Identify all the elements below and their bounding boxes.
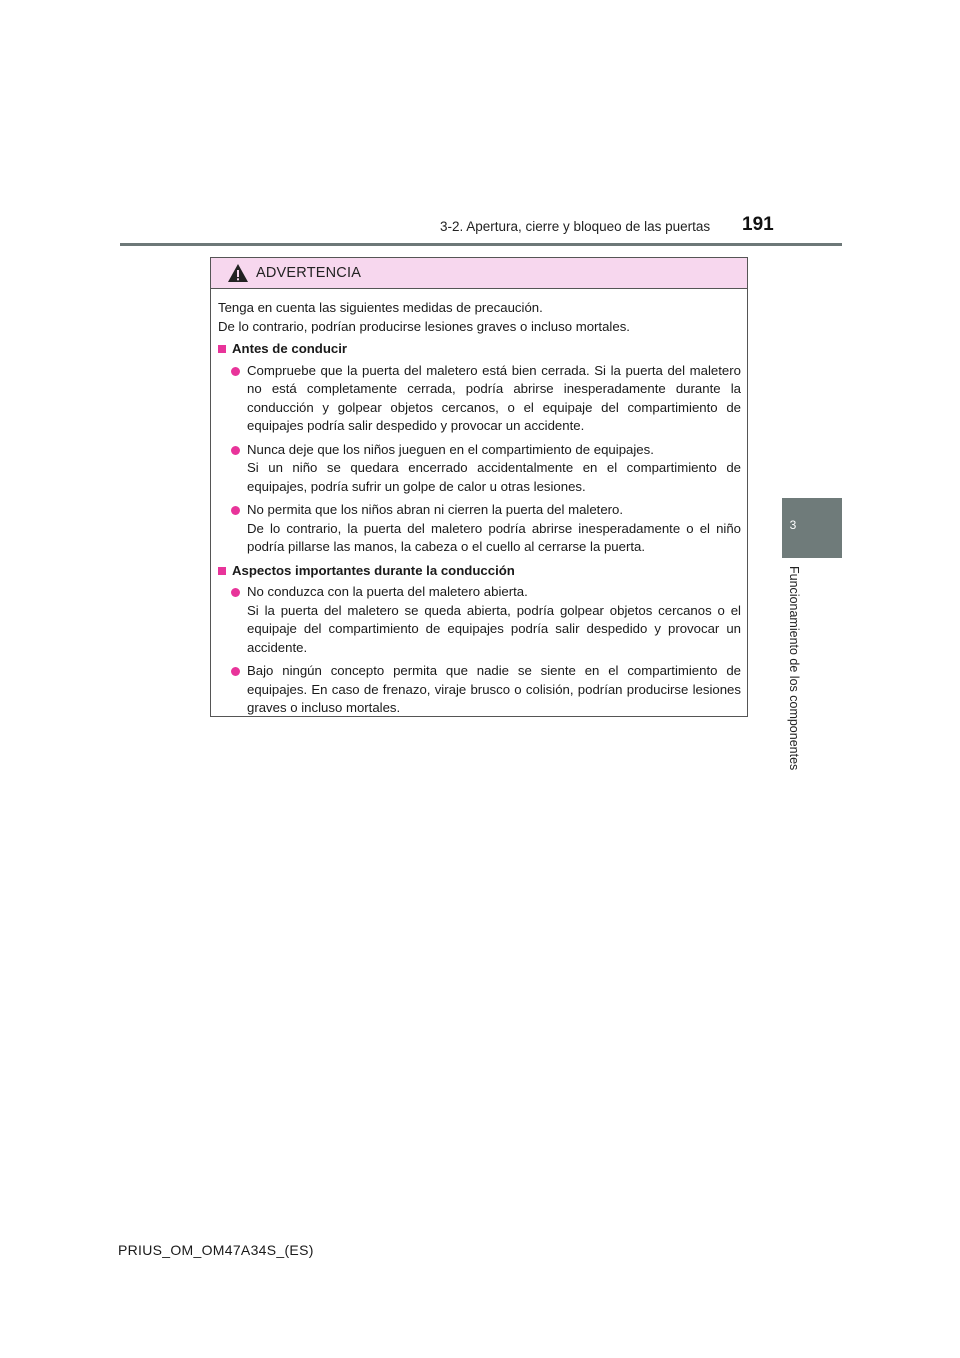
- warning-triangle-icon: [227, 263, 249, 283]
- list-item: [218, 583, 741, 657]
- chapter-number: 3: [789, 518, 797, 532]
- list-item: [218, 362, 741, 436]
- warning-box: [210, 257, 748, 717]
- item-text: Si un niño se quedara encerrado accidentalmente en el compartimiento de equipajes, podría sufrir un golpe de calor u otras lesiones.: [247, 460, 741, 494]
- intro-line: De lo contrario, podrían producirse lesiones graves o incluso mortales.: [218, 318, 630, 334]
- item-text: De lo contrario, la puerta del maletero podría abrirse inesperadamente o el niño podría pillarse las manos, la cabeza o el cuello al cerrarse la puerta.: [247, 520, 741, 554]
- item-text: No permita que los niños abran ni cierren la puerta del maletero.: [247, 502, 624, 517]
- bullet-dot-icon: [231, 588, 240, 597]
- document-code: PRIUS_OM_OM47A34S_(ES): [118, 1242, 314, 1258]
- bullet-dot-icon: [231, 506, 240, 515]
- header-divider: [120, 243, 842, 246]
- bullet-dot-icon: [231, 667, 240, 676]
- square-bullet-icon: [218, 345, 226, 353]
- item-text: Compruebe que la puerta del maletero está bien cerrada. Si la puerta del maletero no está completamente cerrada, podría abrirse inesperadamente durante la conducción y golpear objetos cercanos, o el equipaje del compartimiento de equipajes podría salir despedido y provocar un accidente.: [247, 362, 741, 433]
- item-text: Si la puerta del maletero se queda abierta, podría golpear objetos cercanos o el equipaje del compartimiento de equipajes podría salir despedido y provocar un accidente.: [247, 602, 741, 655]
- list-item: [218, 501, 741, 557]
- item-text: Nunca deje que los niños jueguen en el compartimiento de equipajes.: [247, 441, 654, 457]
- bullet-dot-icon: [231, 367, 240, 376]
- bullet-dot-icon: [231, 446, 240, 455]
- section-before-driving: [218, 340, 741, 557]
- chapter-title: Funcionamiento de los componentes: [787, 566, 801, 771]
- item-text: Bajo ningún concepto permita que nadie se siente en el compartimiento de equipajes. En caso de frenazo, viraje brusco o colisión, podrían producirse lesiones graves o incluso mortales.: [247, 663, 741, 715]
- page-number: 191: [742, 214, 774, 235]
- section-heading: Aspectos importantes durante la conducción: [218, 562, 741, 581]
- intro-line: Tenga en cuenta las siguientes medidas de precaución.: [218, 300, 543, 315]
- section-while-driving: [218, 562, 741, 718]
- section-heading: Antes de conducir: [218, 340, 741, 359]
- warning-title: ADVERTENCIA: [256, 265, 362, 281]
- square-bullet-icon: [218, 567, 226, 575]
- list-item: [218, 441, 741, 497]
- item-text: No conduzca con la puerta del maletero abierta.: [247, 584, 528, 599]
- list-item: [218, 662, 741, 718]
- warning-body: [211, 289, 747, 718]
- warning-header: [211, 258, 747, 289]
- running-header: 3-2. Apertura, cierre y bloqueo de las puertas: [440, 219, 711, 234]
- warning-intro: [218, 299, 741, 336]
